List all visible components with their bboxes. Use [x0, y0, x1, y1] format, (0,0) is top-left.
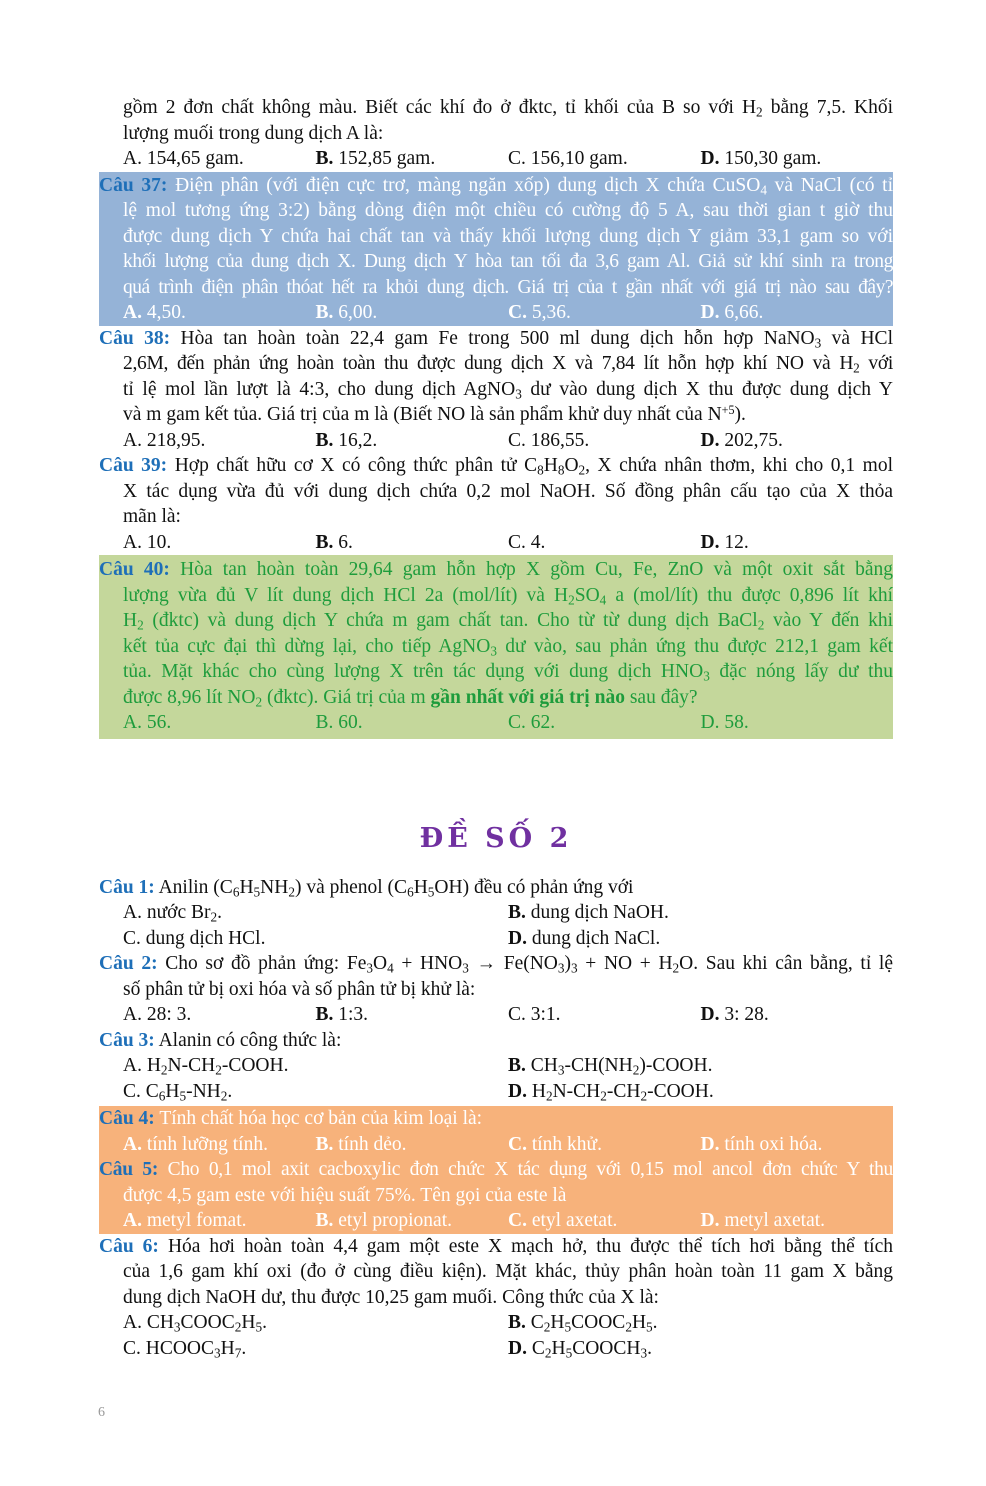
option-c[interactable]: C. 62. — [508, 712, 556, 733]
question-1 — [99, 875, 893, 952]
option-c[interactable]: C. 156,10 gam. — [508, 148, 628, 169]
question-label: Câu 2: — [99, 953, 158, 974]
text-line: của 1,6 gam khí oxi (đo ở cùng điều kiện). Mặt khác, thủy phân hoàn toàn 11 gam X bằng — [123, 1261, 893, 1282]
option-a[interactable]: A. 10. — [123, 531, 172, 553]
question-label: Câu 4: — [99, 1108, 155, 1129]
question-39 — [99, 453, 893, 555]
question-label: Câu 5: — [99, 1159, 159, 1180]
question-40 — [99, 555, 893, 739]
section-title: ĐỀ SỐ 2 — [419, 822, 573, 854]
page-content — [99, 95, 893, 1361]
option-a[interactable]: A. tính lưỡng tính. — [123, 1133, 268, 1155]
text-line: Câu 5: Cho 0,1 mol axit cacboxylic đơn chức X tác dụng với 0,15 mol ancol đơn chức Y thu — [99, 1159, 893, 1180]
option-d[interactable]: D. metyl axetat. — [700, 1210, 826, 1231]
question-5 — [99, 1157, 893, 1234]
question-label: Câu 40: — [99, 559, 170, 580]
option-c[interactable]: C. 186,55. — [508, 429, 590, 451]
option-b[interactable]: B. 16,2. — [315, 429, 378, 451]
option-c[interactable]: C. dung dịch HCl. — [123, 927, 266, 949]
question-label: Câu 37: — [99, 174, 168, 196]
option-d[interactable]: D. 12. — [700, 531, 749, 553]
question-4 — [99, 1106, 893, 1157]
option-b[interactable]: B. 6,00. — [315, 302, 378, 323]
text-line: được 4,5 gam este với hiệu suất 75%. Tên gọi của este là — [123, 1184, 567, 1206]
answer-options — [99, 1208, 893, 1234]
text-line: lượng vừa đủ V lít dung dịch HCl 2a (mol/lít) và $H_2SO_4$ a (mol/lít) thu được 0,896 lít khí — [123, 584, 893, 607]
answer-options — [99, 1132, 893, 1158]
option-a[interactable]: A. $H_2N-CH_2$-COOH. — [123, 1055, 289, 1078]
option-c[interactable]: C. 5,36. — [508, 302, 571, 323]
question-37 — [99, 172, 893, 326]
text-line: số phân tử bị oxi hóa và số phân tử bị khử là: — [123, 978, 476, 1000]
option-c[interactable]: C. tính khử. — [508, 1133, 602, 1155]
question-3 — [99, 1028, 893, 1105]
text-line: kết tủa cực đại thì dừng lại, cho tiếp AgNO$_3$ dư vào, sau phản ứng thu được 212,1 gam kết — [123, 635, 893, 658]
text-line: Câu 37: Điện phân (với điện cực trơ, màng ngăn xốp) dung dịch X chứa CuSO$_4$ và NaCl (có tỉ — [99, 174, 893, 197]
text-line: Câu 3: Alanin có công thức là: — [99, 1029, 342, 1051]
option-a[interactable]: A. $CH_3COOC_2H_5$. — [123, 1312, 267, 1335]
option-b[interactable]: B. $CH_3-CH(NH_2)$-COOH. — [508, 1055, 713, 1078]
option-a[interactable]: A. 154,65 gam. — [123, 148, 244, 169]
option-b[interactable]: B. etyl propionat. — [315, 1210, 452, 1231]
option-a[interactable]: A. nước $Br_2$. — [123, 902, 222, 925]
text-line: tỉ lệ mol lần lượt là 4:3, cho dung dịch AgNO$_3$ dư vào dung dịch X thu được dung dịch Y — [123, 378, 893, 401]
option-b[interactable]: B. $C_2H_5COOC_2H_5$. — [508, 1312, 658, 1335]
option-a[interactable]: A. 28: 3. — [123, 1004, 192, 1025]
text-line: Câu 40: Hòa tan hoàn toàn 29,64 gam hỗn hợp X gồm Cu, Fe, ZnO và một oxit sắt bằng — [99, 559, 893, 580]
question-6 — [99, 1234, 893, 1362]
option-a[interactable]: A. 4,50. — [123, 302, 186, 323]
option-b[interactable]: B. dung dịch NaOH. — [508, 902, 669, 923]
option-b[interactable]: B. tính dẻo. — [315, 1133, 407, 1155]
question-label: Câu 3: — [99, 1029, 155, 1051]
text-line: được dung dịch Y chứa hai chất tan và thấy khối lượng dung dịch Y giảm 33,1 gam so với — [123, 225, 893, 247]
option-a[interactable]: A. metyl fomat. — [123, 1210, 247, 1231]
option-b[interactable]: B. 152,85 gam. — [315, 148, 436, 169]
option-d[interactable]: D. 150,30 gam. — [700, 148, 822, 169]
option-a[interactable]: A. 218,95. — [123, 429, 206, 451]
questions-4-5 — [99, 1106, 893, 1234]
text-line: gồm 2 đơn chất không màu. Biết các khí đo ở đktc, tỉ khối của B so với $H_2$ bằng 7,5. Khối — [123, 97, 893, 120]
option-b[interactable]: B. 6. — [315, 531, 353, 553]
text-line: tủa. Mặt khác cho cùng lượng X trên tác dụng với dung dịch $HNO_3$ đặc nóng lấy dư thu — [123, 661, 894, 684]
text-line: Câu 2: Cho sơ đồ phản ứng: $Fe_3O_4 + HNO_3 \to Fe(NO_3)_3$ + NO + $H_2O$. Sau khi cân bằng, tỉ lệ — [99, 953, 893, 976]
text-line: Câu 38: Hòa tan hoàn toàn 22,4 gam Fe trong 500 ml dung dịch hỗn hợp NaNO$_3$ và HCl — [99, 327, 893, 350]
option-d[interactable]: D. 6,66. — [700, 302, 764, 323]
text-line: Câu 4: Tính chất hóa học cơ bản của kim loại là: — [99, 1108, 483, 1129]
option-b[interactable]: B. 60. — [315, 712, 363, 733]
option-d[interactable]: D. $C_2H_5COOCH_3$. — [508, 1337, 652, 1360]
answer-options — [99, 146, 893, 172]
option-d[interactable]: D. 3: 28. — [700, 1004, 769, 1025]
text-line: X tác dụng vừa đủ với dung dịch chứa 0,2 mol NaOH. Số đồng phân cấu tạo của X thỏa — [123, 480, 893, 502]
text-line: quá trình điện phân thóat hết ra khỏi dung dịch. Giá trị của t gần nhất với giá trị nào sau đây? — [123, 276, 893, 298]
text-line: Câu 39: Hợp chất hữu cơ X có công thức phân tử $C_8H_8O_2$, X chứa nhân thơm, khi cho 0,1 mol — [99, 455, 894, 478]
text-line: và m gam kết tủa. Giá trị của m là (Biết NO là sản phẩm khử duy nhất của $N^{+5}$). — [123, 402, 746, 425]
answer-options — [99, 300, 893, 326]
option-d[interactable]: D. dung dịch NaCl. — [508, 927, 661, 949]
question-label: Câu 39: — [99, 455, 168, 476]
answer-options — [99, 1336, 893, 1362]
answer-options — [99, 1002, 893, 1028]
text-line: mãn là: — [123, 506, 181, 527]
text-line: lượng muối trong dung dịch A là: — [123, 122, 384, 144]
text-line: Câu 1: Anilin $(C_6H_5NH_2)$ và phenol $(C_6H_5OH)$ đều có phản ứng với — [99, 876, 634, 899]
option-d[interactable]: D. 202,75. — [700, 429, 783, 451]
answer-options — [99, 1310, 893, 1336]
text-line: được 8,96 lít $NO_2$ (đktc). Giá trị của m gần nhất với giá trị nào sau đây? — [123, 686, 698, 709]
text-line: dung dịch NaOH dư, thu được 10,25 gam muối. Công thức của X là: — [123, 1286, 659, 1308]
text-line: lệ mol tương ứng 3:2) bằng dòng điện một chiều có cường độ 5 A, sau thời gian t giờ thu — [123, 200, 893, 221]
question-38 — [99, 326, 893, 454]
option-c[interactable]: C. $HCOOC_3H_7$. — [123, 1337, 247, 1360]
answer-options — [99, 900, 893, 926]
answer-options — [99, 530, 893, 556]
text-line: 2,6M, đến phản ứng hoàn toàn thu được dung dịch X và 7,84 lít hỗn hợp khí NO và $H_2$ với — [123, 353, 894, 376]
option-c[interactable]: C. 4. — [508, 531, 546, 553]
option-d[interactable]: D. 58. — [700, 712, 749, 733]
option-c[interactable]: C. etyl axetat. — [508, 1210, 618, 1231]
option-d[interactable]: D. $H_2N-CH_2-CH_2$-COOH. — [508, 1080, 714, 1103]
option-b[interactable]: B. 1:3. — [315, 1004, 369, 1025]
option-a[interactable]: A. 56. — [123, 712, 172, 733]
option-c[interactable]: C. 3:1. — [508, 1004, 561, 1025]
option-c[interactable]: C. $C_6H_5-NH_2$. — [123, 1080, 233, 1103]
text-line: khối lượng của dung dịch X. Dung dịch Y hòa tan tối đa 3,6 gam Al. Giả sử khí sinh ra trong — [123, 251, 893, 272]
question-2 — [99, 951, 893, 1028]
answer-options — [99, 710, 893, 736]
answer-options — [99, 1053, 893, 1079]
option-d[interactable]: D. tính oxi hóa. — [700, 1133, 823, 1155]
question-label: Câu 1: — [99, 876, 155, 898]
question-label: Câu 6: — [99, 1235, 159, 1257]
answer-options — [99, 428, 893, 454]
question-36-continuation — [99, 95, 893, 172]
answer-options — [99, 1079, 893, 1105]
text-line: Câu 6: Hóa hơi hoàn toàn 4,4 gam một este X mạch hở, thu được thể tích hơi bằng thể tích — [99, 1235, 894, 1257]
answer-options — [99, 926, 893, 952]
question-label: Câu 38: — [99, 327, 171, 349]
text-line: $H_2$ (đktc) và dung dịch Y chứa m gam chất tan. Cho từ từ dung dịch BaCl$_2$ vào Y đến khi — [123, 610, 893, 633]
page-number: 6 — [98, 1405, 105, 1420]
